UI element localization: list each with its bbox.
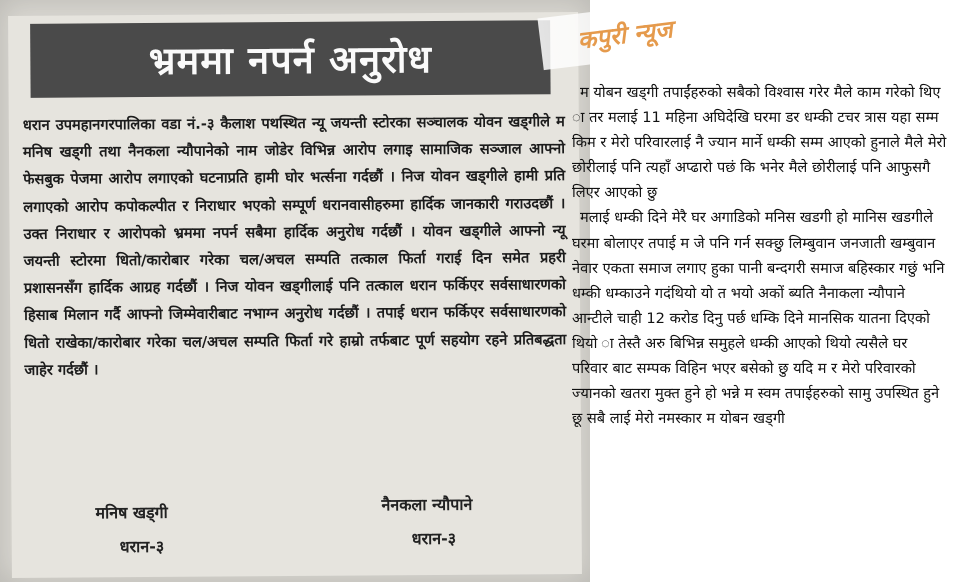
notice-paragraph: धरान उपमहानगरपालिका वडा नं.-३ कैलाश पथस्थित न्यू जयन्ती स्टोरका सञ्चालक योवन खड्गीले म मनिष खड्गी तथा नैनकला न्यौपानेको नाम जोडेर विभिन्न आरोप लगाइ सामाजिक सञ्जाल आफ्नो फेसबुक पेजमा आरोप लगाएको घटनाप्रति हामी घोर भर्त्सना गर्दछौं । निज योवन खड्गीले हामी प्रति लगाएको आरोप कपोकल्पीत र निराधार भएको सम्पूर्ण धरानवासीहरुमा हार्दिक जानकारी गराउदछौं । उक्त निराधार र आरोपको भ्रममा नपर्न सबैमा हार्दिक अनुरोध गर्दछौं । योवन खड्गीले आफ्नो न्यू जयन्ती स्टोरमा धितो/कारोबार गरेका चल/अचल सम्पति तत्काल फिर्ता गराई दिन समेत प्रहरी प्रशासनसँग हार्दिक आग्रह गर्दछौं । निज योवन खड्गीलाई पनि तत्काल धरान फर्किएर सर्वसाधारणको हिसाब मिलान गर्दै आफ्नो जिम्मेवारीबाट नभाग्न अनुरोध गर्दछौं । तपाई धरान फर्किएर सर्वसाधारणको धितो राखेका/कारोबार गरेका चल/अचल सम्पति फिर्ता गरे हाम्रो तर्फबाट पूर्ण सहयोग रहने प्रतिबद्धता जाहेर गर्दछौं ।: [22, 113, 567, 379]
newspaper-notice: [8, 12, 582, 578]
notice-body: [23, 108, 567, 384]
signature-2-place: धरान-३: [411, 528, 457, 549]
statement-text: [572, 80, 947, 431]
signature-1-place: धरान-३: [119, 536, 165, 557]
notice-headline: भ्रममा नपर्न अनुरोध: [148, 37, 433, 84]
signature-1-name: मनिष खड्गी: [95, 502, 168, 523]
headline-banner: [30, 20, 551, 98]
statement-paragraph-2: मलाई धम्की दिने मेरै घर अगाडिको मनिस खडगी हो मानिस खडगीले घरमा बोलाएर तपाई म जे पनि गर्न सक्छु लिम्बुवान जनजाती खम्बुवान नेवार एकता समाज लगाए हुका पानी बन्दगरी समाज बहिस्कार गछुं भनि धम्की धम्काउने गदंथियो यो त भयो अकों ब्यति नैनाकला न्यौपाने आन्टीले चाही 12 करोड दिनु पर्छ धम्कि दिने मानसिक यातना दिएको थियो ा तेस्तै अरु बिभिन्न समुहले धम्की आएको थियो त्यसैले घर परिवार बाट सम्पक विहिन भएर बसेको छु यदि म र मेरो परिवारको ज्यानको खतरा मुक्त हुने हो भन्ने म स्वम तपाईहरुको सामु उपस्थित हुने छू सबै लाई मेरो नमस्कार म योबन खड्गी: [572, 209, 945, 428]
statement-paragraph-1: म योबन खड्गी तपाईंहरुको सबैको विश्वास गरेर मैले काम गरेको थिए ा तर मलाई 11 महिना अघिदेखि घरमा डर धम्की टचर त्रास यहा सम्म किम र मेरो परिवारलाई नै ज्यान मार्ने धम्की सम्म आएको हुनाले मैले मेरो छोरीलाई पनि त्यहाँ अप्ढारो पछं कि भनेर मैले छोरीलाई पनि आफुसगै लिएर आएको छु: [572, 84, 947, 202]
watermark-text: कपुरी न्यूज: [576, 14, 675, 55]
signature-2-name: नैनकला न्यौपाने: [381, 494, 473, 515]
